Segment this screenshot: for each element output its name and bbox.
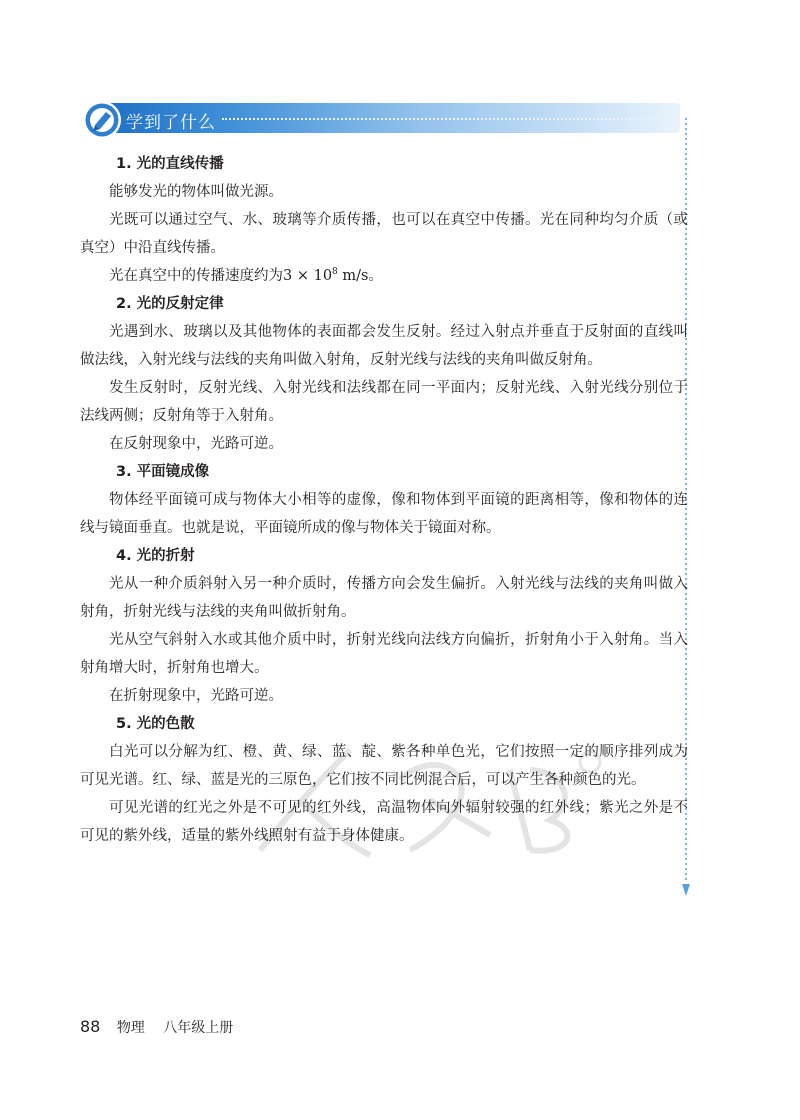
book-label: 八年级上册 xyxy=(163,1020,234,1036)
speed-prefix: 光在真空中的传播速度约为 xyxy=(109,268,283,284)
section-banner xyxy=(82,100,682,136)
paragraph: 物体经平面镜可成与物体大小相等的虚像，像和物体到平面镜的距离相等，像和物体的连线与镜面垂直。也就是说，平面镜所成的像与物体关于镜面对称。 xyxy=(80,492,688,536)
section-2 xyxy=(80,290,688,458)
paragraph: 发生反射时，反射光线、入射光线和法线都在同一平面内；反射光线、入射光线分别位于法线两侧；反射角等于入射角。 xyxy=(80,380,688,424)
section-heading: 4. 光的折射 xyxy=(116,548,195,564)
speed-of-light-paragraph xyxy=(80,262,688,290)
page-footer xyxy=(80,1017,233,1037)
page-number: 88 xyxy=(80,1017,101,1036)
paragraph: 光从空气斜射入水或其他介质中时，折射光线向法线方向偏折，折射角小于入射角。当入射角增大时，折射角也增大。 xyxy=(80,632,688,676)
section-heading: 5. 光的色散 xyxy=(116,716,195,732)
banner-dotted-line xyxy=(222,118,662,120)
paragraph: 在反射现象中，光路可逆。 xyxy=(109,436,283,452)
banner-title: 学到了什么 xyxy=(126,113,216,133)
section-5 xyxy=(80,710,688,850)
subject-label: 物理 xyxy=(116,1020,145,1036)
pencil-badge-icon xyxy=(82,100,122,140)
section-4 xyxy=(80,542,688,710)
speed-base: 3 × 10 xyxy=(283,268,333,284)
summary-content xyxy=(80,150,688,850)
paragraph: 能够发光的物体叫做光源。 xyxy=(109,184,283,200)
section-heading: 3. 平面镜成像 xyxy=(116,464,210,480)
paragraph: 光遇到水、玻璃以及其他物体的表面都会发生反射。经过入射点并垂直于反射面的直线叫做法线，入射光线与法线的夹角叫做入射角，反射光线与法线的夹角叫做反射角。 xyxy=(80,324,688,368)
section-heading: 2. 光的反射定律 xyxy=(116,296,224,312)
section-1 xyxy=(80,150,688,290)
speed-unit: m/s。 xyxy=(337,268,383,284)
paragraph: 在折射现象中，光路可逆。 xyxy=(109,688,283,704)
section-heading: 1. 光的直线传播 xyxy=(116,156,224,172)
paragraph: 光从一种介质斜射入另一种介质时，传播方向会发生偏折。入射光线与法线的夹角叫做入射角，折射光线与法线的夹角叫做折射角。 xyxy=(80,576,688,620)
paragraph: 白光可以分解为红、橙、黄、绿、蓝、靛、紫各种单色光，它们按照一定的顺序排列成为可见光谱。红、绿、蓝是光的三原色，它们按不同比例混合后，可以产生各种颜色的光。 xyxy=(80,744,688,788)
section-3 xyxy=(80,458,688,542)
paragraph: 可见光谱的红光之外是不可见的红外线，高温物体向外辐射较强的红外线；紫光之外是不可见的紫外线，适量的紫外线照射有益于身体健康。 xyxy=(80,800,688,844)
speed-exponent: 8 xyxy=(332,267,338,278)
paragraph: 光既可以通过空气、水、玻璃等介质传播，也可以在真空中传播。光在同种均匀介质（或真空）中沿直线传播。 xyxy=(80,212,688,256)
